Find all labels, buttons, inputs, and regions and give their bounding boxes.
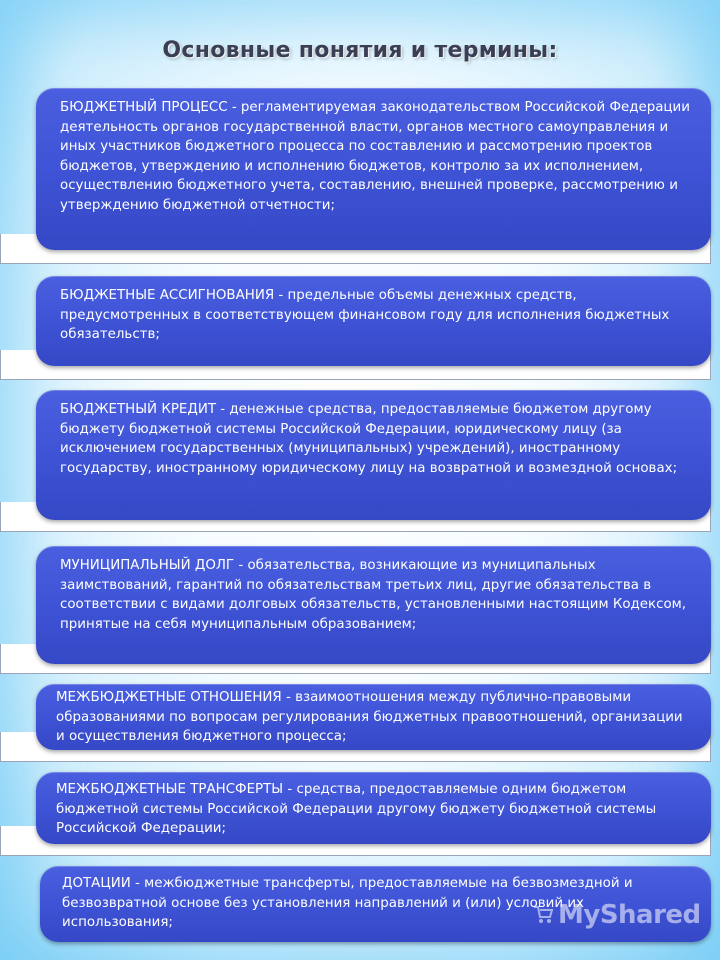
term-definition: - взаимоотношения между публично-правовыми образованиями по вопросам регулирования бюджетных правоотношений, организации и осуществления бюджетного процесса; — [56, 690, 683, 744]
term-card-interbudget-relations — [0, 684, 711, 762]
term-definition: - регламентируемая законодательством Российской Федерации деятельность органов государственной власти, органов местного самоуправления и иных участников бюджетного процесса по составлению и рассмотрению проектов бюджетов, утверждению и исполнению бюджетов, контролю за их исполнением, осуществлению бюджетного учета, составлению, внешней проверке, рассмотрению и утверждению бюджетной отчетности; — [60, 100, 690, 213]
watermark: MyShared — [558, 900, 701, 930]
term-name: МЕЖБЮДЖЕТНЫЕ ОТНОШЕНИЯ — [56, 690, 282, 705]
term-name: ДОТАЦИИ — [62, 876, 131, 891]
term-name: БЮДЖЕТНЫЕ АССИГНОВАНИЯ — [60, 288, 275, 303]
card-body — [36, 772, 711, 844]
term-card-interbudget-transfers — [0, 772, 711, 856]
card-body — [36, 684, 711, 750]
term-name: МУНИЦИПАЛЬНЫЙ ДОЛГ — [60, 558, 235, 573]
watermark-cart-icon — [532, 903, 554, 925]
term-definition: - межбюджетные трансферты, предоставляемые на безвозмездной и безвозвратной основе без установления направлений и (или) условий их использования; — [62, 876, 633, 930]
term-name: БЮДЖЕТНЫЙ КРЕДИТ — [60, 402, 217, 417]
term-name: МЕЖБЮДЖЕТНЫЕ ТРАНСФЕРТЫ — [56, 782, 284, 797]
term-card-municipal-debt — [0, 546, 711, 674]
term-card-budget-allocations — [0, 276, 711, 380]
term-definition: - обязательства, возникающие из муниципальных заимствований, гарантий по обязательствам третьих лиц, другие обязательства в соответствии с видами долговых обязательств, установленными настоящим Кодексом, принятые на себя муниципальным образованием; — [60, 558, 687, 632]
card-body — [36, 390, 711, 520]
card-body — [36, 276, 711, 366]
term-definition: - предельные объемы денежных средств, предусмотренных в соответствующем финансовом году для исполнения бюджетных обязательств; — [60, 288, 670, 342]
term-card-budget-credit — [0, 390, 711, 532]
term-definition: - средства, предоставляемые одним бюджетом бюджетной системы Российской Федерации другому бюджету бюджетной системы Российской Федерации; — [56, 782, 657, 836]
card-body — [36, 88, 711, 250]
term-card-budget-process — [0, 88, 711, 264]
card-body — [36, 546, 711, 664]
term-name: БЮДЖЕТНЫЙ ПРОЦЕСС — [60, 100, 228, 115]
term-definition: - денежные средства, предоставляемые бюджетом другому бюджету бюджетной системы Российской Федерации, юридическому лицу (за исключением государственных (муниципальных) учреждений), иностранному государству, иностранному юридическому лицу на возвратной и возмездной основах; — [60, 402, 678, 476]
page-title: Основные понятия и термины: — [162, 38, 558, 63]
